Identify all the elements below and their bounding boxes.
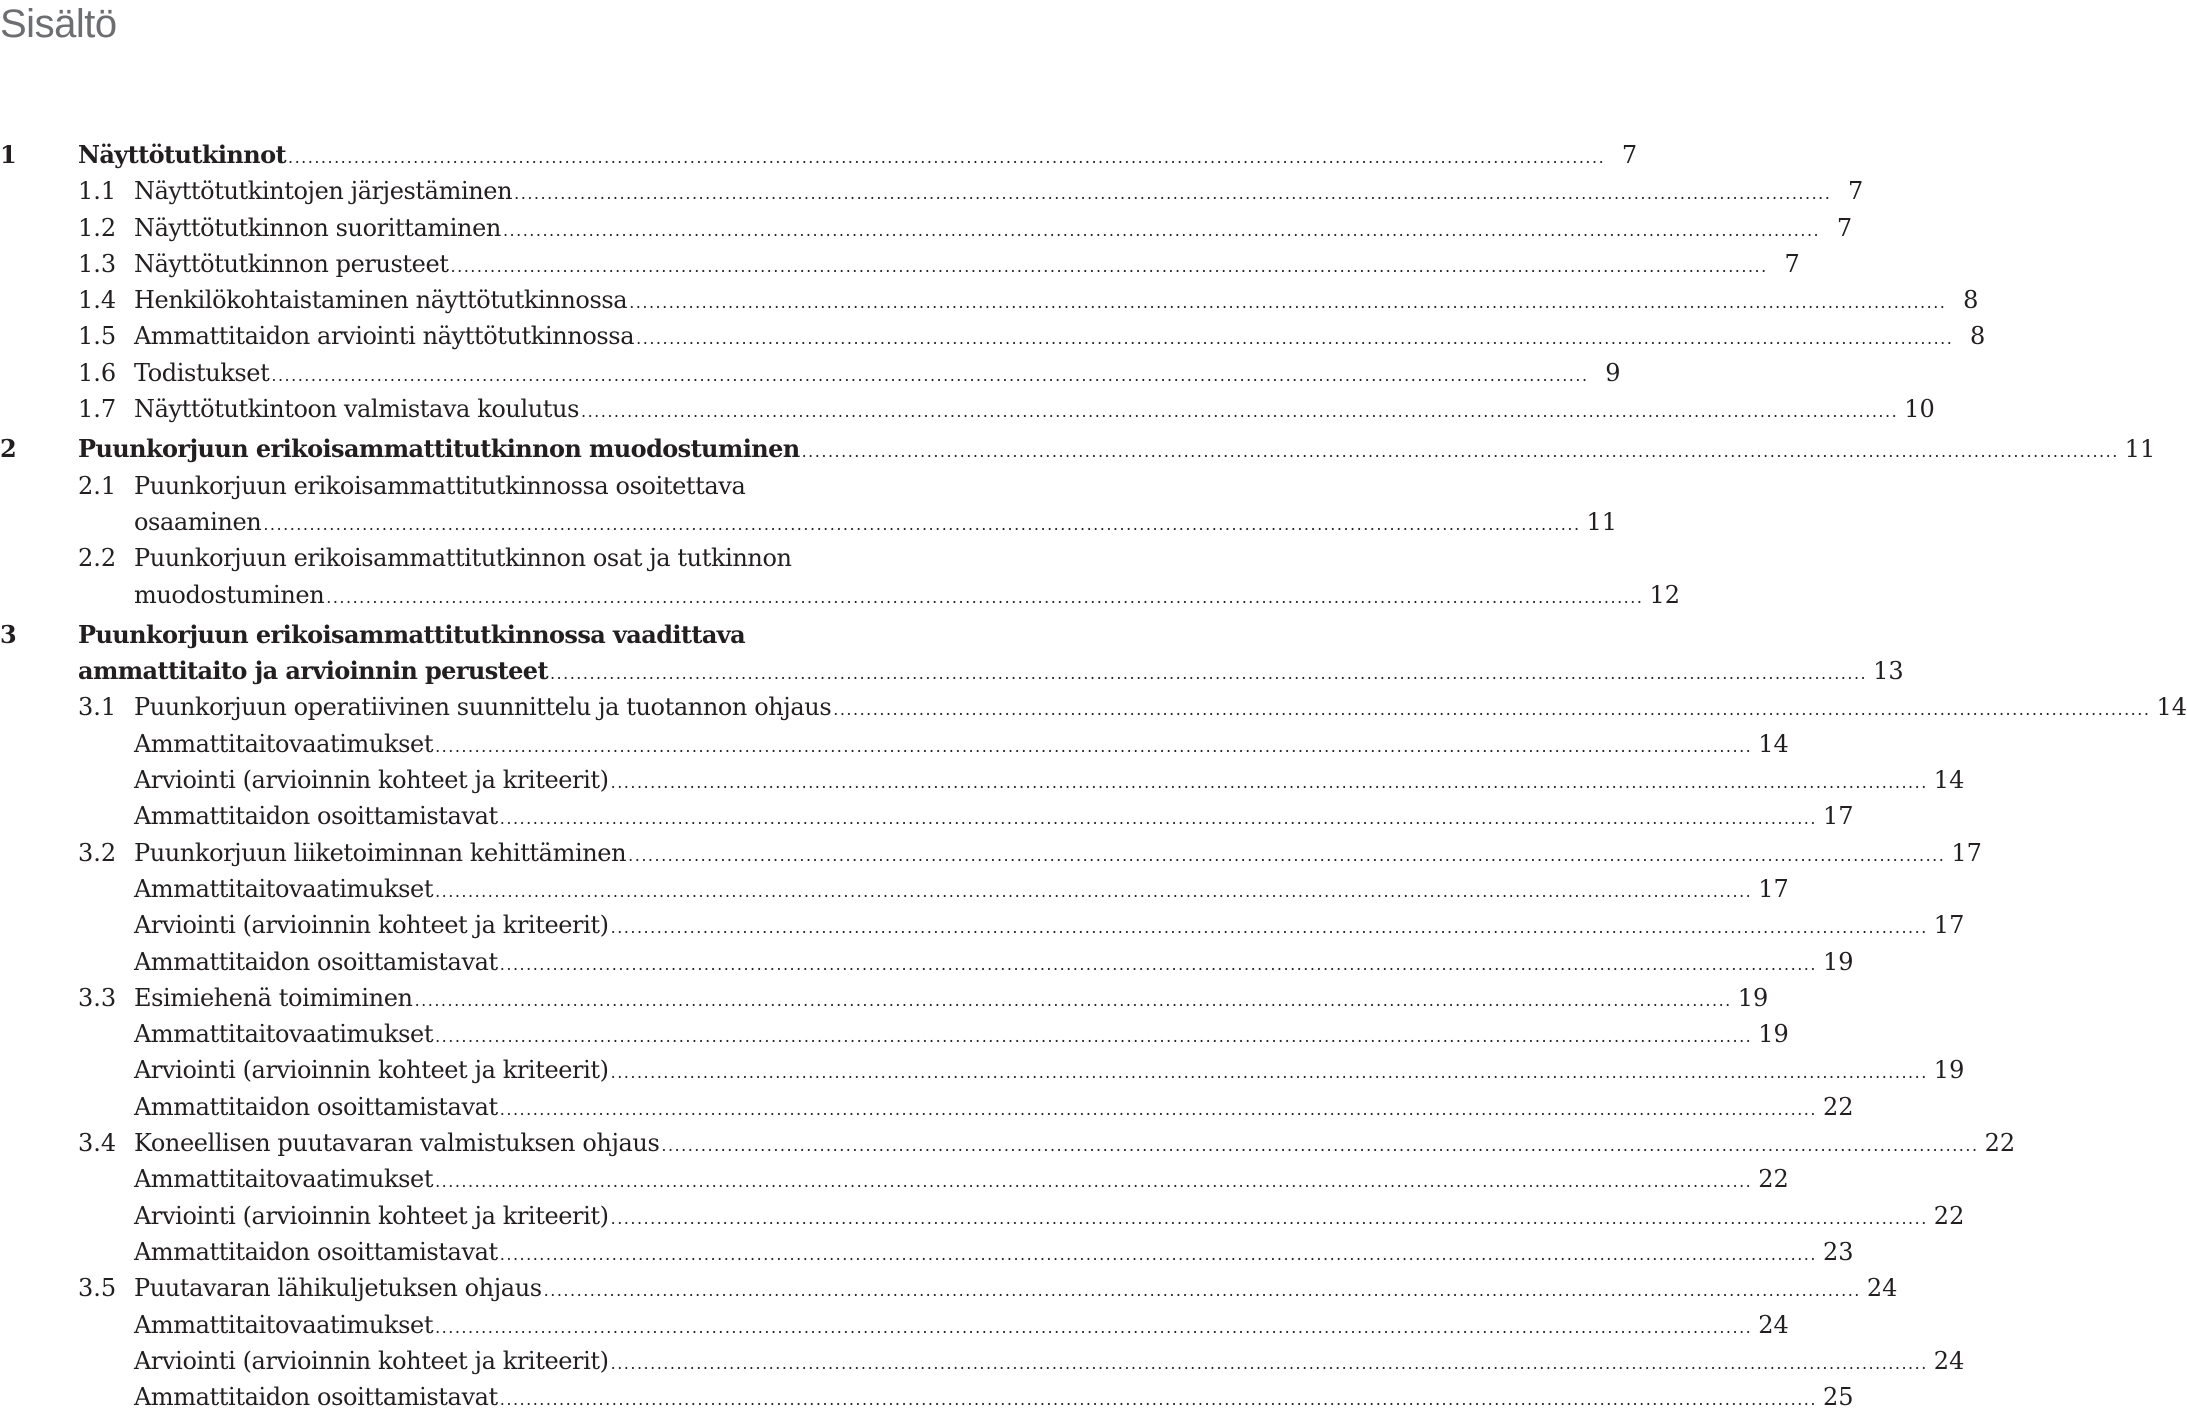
toc-entry-title: Arviointi (arvioinnin kohteet ja kriteerit) (134, 1346, 609, 1375)
toc-entry-number: 1.2 (78, 213, 117, 242)
toc-entry-title: Ammattitaidon arviointi näyttötutkinnossa (134, 322, 635, 351)
toc-chapter-entry[interactable] (0, 653, 1904, 689)
toc-entry-page-number: 7 (1621, 141, 1638, 169)
toc-entry[interactable] (0, 1343, 1965, 1379)
toc-entry-page-number: 7 (1784, 249, 1800, 278)
toc-entry-title: Näyttötutkintojen järjestäminen (134, 177, 513, 206)
toc-entry[interactable] (0, 1379, 1854, 1415)
toc-entry-title: Koneellisen puutavaran valmistuksen ohjaus (134, 1129, 660, 1158)
toc-entry-title: Arviointi (arvioinnin kohteet ja kriteerit) (134, 911, 609, 940)
dot-leader: ........................................................................................................................................................................................................ (450, 256, 1768, 276)
toc-entry-page-number: 19 (1737, 983, 1769, 1012)
dot-leader: ........................................................................................................................................................................................................ (801, 442, 2119, 462)
toc-entry-title: Puunkorjuun erikoisammattitutkinnossa osoitettava (134, 471, 746, 500)
toc-entry-title: Ammattitaidon osoittamistavat (134, 802, 498, 831)
toc-entry-page-number: 25 (1822, 1383, 1854, 1412)
dot-leader: ........................................................................................................................................................................................................ (502, 220, 1821, 240)
toc-entry-number: 1.4 (78, 286, 117, 315)
dot-leader: ........................................................................................................................................................................................................ (629, 293, 1947, 313)
toc-entry-title: Ammattitaitovaatimukset (134, 729, 434, 758)
toc-entry-title: Arviointi (arvioinnin kohteet ja kriteerit) (134, 1056, 609, 1085)
toc-entry-title: Ammattitaidon osoittamistavat (134, 1237, 498, 1266)
toc-entry[interactable] (0, 762, 1965, 798)
toc-entry-title: Puunkorjuun erikoisammattitutkinnossa vaadittava (78, 619, 746, 649)
toc-entry-page-number: 24 (1933, 1346, 1965, 1375)
toc-entry[interactable] (0, 871, 1789, 907)
dot-leader: ........................................................................................................................................................................................................ (543, 1281, 1861, 1301)
toc-entry[interactable] (0, 835, 1982, 871)
toc-entry-title: Puutavaran lähikuljetuksen ohjaus (134, 1274, 542, 1303)
toc-entry[interactable] (0, 210, 1853, 246)
toc-entry-number: 3.3 (78, 983, 117, 1012)
dot-leader: ........................................................................................................................................................................................................ (435, 1027, 1753, 1047)
toc-entry-page-number: 23 (1822, 1237, 1854, 1266)
toc-entry-page-number: 22 (1984, 1129, 2016, 1158)
dot-leader: ........................................................................................................................................................................................................ (610, 1208, 1928, 1228)
dot-leader: ........................................................................................................................................................................................................ (435, 736, 1753, 756)
toc-entry-page-number: 22 (1933, 1201, 1965, 1230)
toc-entry[interactable] (0, 1234, 1854, 1270)
dot-leader: ........................................................................................................................................................................................................ (287, 148, 1606, 167)
toc-entry[interactable] (0, 391, 1935, 427)
toc-entry-title: ammattitaito ja arvioinnin perusteet (78, 656, 548, 686)
toc-entry[interactable] (0, 798, 1854, 834)
toc-entry-page-number: 24 (1758, 1310, 1789, 1339)
toc-entry-number: 3.1 (78, 693, 117, 722)
toc-entry-title: Näyttötutkinnot (78, 140, 286, 169)
toc-entry-page-number: 14 (1758, 729, 1789, 758)
dot-leader: ........................................................................................................................................................................................................ (499, 1099, 1817, 1119)
dot-leader: ........................................................................................................................................................................................................ (636, 329, 1954, 349)
toc-entry[interactable] (0, 246, 1800, 282)
toc-entry[interactable] (0, 1161, 1789, 1197)
toc-entry-page-number: 24 (1866, 1274, 1898, 1303)
toc-entry-title: Henkilökohtaistaminen näyttötutkinnossa (134, 286, 628, 315)
dot-leader: ........................................................................................................................................................................................................ (610, 1063, 1928, 1083)
toc-entry-number: 3.4 (78, 1129, 117, 1158)
toc-entry-page-number: 19 (1933, 1056, 1965, 1085)
toc-entry-number: 1.5 (78, 322, 117, 351)
toc-entry-title: Näyttötutkinnon perusteet (134, 249, 449, 278)
toc-entry-page-number: 22 (1758, 1165, 1789, 1194)
dot-leader: ........................................................................................................................................................................................................ (833, 700, 2151, 720)
dot-leader: ........................................................................................................................................................................................................ (514, 184, 1832, 204)
dot-leader: ........................................................................................................................................................................................................ (271, 365, 1589, 385)
toc-entry[interactable] (0, 944, 1854, 980)
dot-leader: ........................................................................................................................................................................................................ (326, 587, 1644, 607)
dot-leader: ........................................................................................................................................................................................................ (628, 845, 1946, 865)
toc-entry-title: Ammattitaidon osoittamistavat (134, 1092, 498, 1121)
dot-leader: ........................................................................................................................................................................................................ (610, 918, 1928, 938)
toc-entry-number: 3 (0, 619, 17, 649)
toc-entry-page-number: 10 (1904, 395, 1935, 424)
toc-entry-number: 3.5 (78, 1274, 117, 1303)
toc-entry[interactable] (0, 282, 1979, 318)
toc-entry-page-number: 22 (1822, 1092, 1854, 1121)
toc-entry-page-number: 11 (1586, 507, 1618, 536)
toc-entry-title: Arviointi (arvioinnin kohteet ja kriteerit) (134, 766, 609, 795)
dot-leader: ........................................................................................................................................................................................................ (435, 881, 1753, 901)
toc-entry-title: Puunkorjuun erikoisammattitutkinnon muodostuminen (78, 434, 800, 464)
toc-entry[interactable] (0, 540, 960, 576)
toc-entry[interactable] (0, 318, 1986, 354)
dot-leader: ........................................................................................................................................................................................................ (499, 1244, 1817, 1264)
toc-entry-number: 2.1 (78, 471, 117, 500)
toc-chapter-entry[interactable] (0, 617, 960, 653)
toc-entry-number: 2.2 (78, 544, 117, 573)
toc-entry[interactable] (0, 1198, 1965, 1234)
toc-entry-page-number: 17 (1951, 838, 1982, 867)
toc-entry[interactable] (0, 726, 1789, 762)
toc-entry-page-number: 8 (1970, 322, 1986, 351)
toc-entry-title: Esimiehenä toimiminen (134, 983, 413, 1012)
toc-entry[interactable] (0, 1016, 1789, 1052)
toc-entry-number: 1.7 (78, 395, 117, 424)
toc-chapter-entry[interactable] (0, 431, 2156, 467)
toc-entry-title: Puunkorjuun operatiivinen suunnittelu ja tuotannon ohjaus (134, 693, 832, 722)
toc-entry-title: muodostuminen (134, 580, 325, 609)
toc-entry-page-number: 13 (1873, 657, 1904, 686)
table-of-contents (0, 137, 2187, 1415)
dot-leader: ........................................................................................................................................................................................................ (581, 402, 1899, 422)
toc-entry-title: Ammattitaidon osoittamistavat (134, 1383, 498, 1412)
toc-entry-title: Ammattitaitovaatimukset (134, 1310, 434, 1339)
dot-leader: ........................................................................................................................................................................................................ (549, 664, 1868, 684)
dot-leader: ........................................................................................................................................................................................................ (661, 1136, 1979, 1156)
dot-leader: ........................................................................................................................................................................................................ (610, 1353, 1928, 1373)
toc-entry-page-number: 14 (1933, 766, 1965, 795)
toc-entry-page-number: 9 (1605, 358, 1621, 387)
toc-entry-page-number: 8 (1963, 286, 1979, 315)
toc-entry-page-number: 7 (1848, 177, 1864, 206)
toc-entry-title: Näyttötutkintoon valmistava koulutus (134, 395, 579, 424)
toc-entry[interactable] (0, 504, 1618, 540)
dot-leader: ........................................................................................................................................................................................................ (499, 954, 1817, 974)
toc-entry-title: Puunkorjuun erikoisammattitutkinnon osat ja tutkinnon (134, 544, 792, 573)
dot-leader: ........................................................................................................................................................................................................ (499, 809, 1817, 829)
dot-leader: ........................................................................................................................................................................................................ (263, 514, 1581, 534)
toc-entry[interactable] (0, 1307, 1789, 1343)
toc-entry[interactable] (0, 689, 2187, 725)
toc-entry-title: Ammattitaitovaatimukset (134, 874, 434, 903)
toc-entry-page-number: 14 (2156, 693, 2187, 722)
dot-leader: ........................................................................................................................................................................................................ (435, 1317, 1753, 1337)
toc-entry-title: Ammattitaidon osoittamistavat (134, 947, 498, 976)
toc-entry-page-number: 19 (1822, 947, 1854, 976)
toc-entry[interactable] (0, 1125, 2016, 1161)
toc-entry[interactable] (0, 907, 1965, 943)
toc-entry-title: Arviointi (arvioinnin kohteet ja kriteerit) (134, 1201, 609, 1230)
toc-entry[interactable] (0, 355, 1621, 391)
toc-entry[interactable] (0, 1052, 1965, 1088)
toc-entry-title: Ammattitaitovaatimukset (134, 1020, 434, 1049)
toc-entry[interactable] (0, 577, 1680, 613)
dot-leader: ........................................................................................................................................................................................................ (435, 1172, 1753, 1192)
toc-entry-title: Ammattitaitovaatimukset (134, 1165, 434, 1194)
toc-entry-page-number: 7 (1836, 213, 1853, 242)
toc-entry-title: osaaminen (134, 507, 262, 536)
toc-entry-number: 1.6 (78, 358, 117, 387)
toc-entry-page-number: 17 (1758, 874, 1789, 903)
toc-entry-title: Todistukset (134, 358, 270, 387)
toc-entry-page-number: 19 (1758, 1020, 1789, 1049)
toc-entry-number: 2 (0, 434, 17, 464)
toc-entry-title: Näyttötutkinnon suorittaminen (134, 213, 501, 242)
toc-entry-number: 1.3 (78, 249, 117, 278)
toc-entry-title: Puunkorjuun liiketoiminnan kehittäminen (134, 838, 627, 867)
dot-leader: ........................................................................................................................................................................................................ (499, 1390, 1817, 1410)
toc-entry[interactable] (0, 1089, 1854, 1125)
toc-entry[interactable] (0, 468, 960, 504)
toc-entry[interactable] (0, 980, 1769, 1016)
toc-entry-page-number: 12 (1649, 580, 1680, 609)
toc-entry-page-number: 17 (1933, 911, 1965, 940)
toc-entry-number: 3.2 (78, 838, 117, 867)
toc-entry-number: 1.1 (78, 177, 117, 206)
toc-entry-page-number: 11 (2124, 435, 2156, 464)
toc-entry[interactable] (0, 1270, 1898, 1306)
toc-entry[interactable] (0, 173, 1864, 209)
dot-leader: ........................................................................................................................................................................................................ (610, 773, 1928, 793)
page-title: Sisältö (0, 2, 117, 46)
toc-chapter-entry[interactable] (0, 137, 1638, 173)
toc-entry-number: 1 (0, 140, 17, 169)
dot-leader: ........................................................................................................................................................................................................ (414, 990, 1732, 1010)
toc-entry-page-number: 17 (1822, 802, 1854, 831)
